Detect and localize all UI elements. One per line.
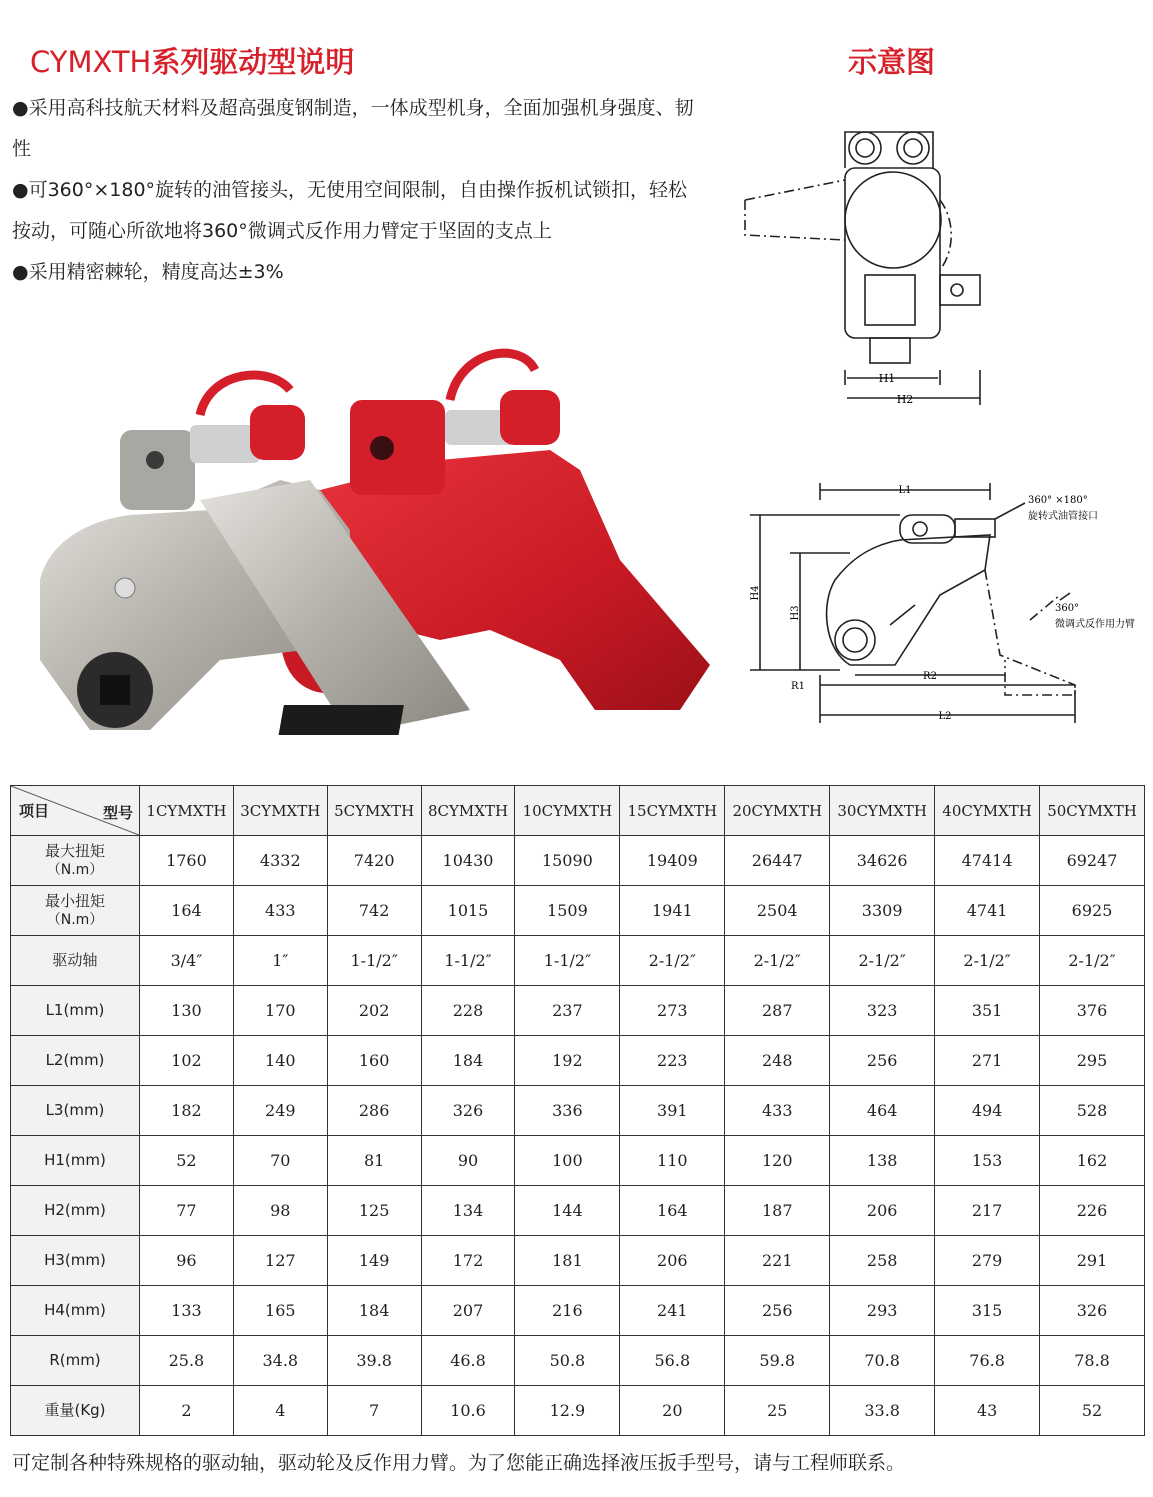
row-label: L3(mm) xyxy=(45,1101,105,1119)
table-cell: 217 xyxy=(935,1186,1040,1236)
feature-list xyxy=(12,88,702,293)
table-cell: 376 xyxy=(1040,986,1145,1036)
table-cell: 192 xyxy=(515,1036,620,1086)
table-cell: 464 xyxy=(830,1086,935,1136)
row-label-cell xyxy=(11,1386,140,1436)
row-label: 驱动轴 xyxy=(52,951,98,969)
page-title: CYMXTH系列驱动型说明 xyxy=(30,45,355,79)
table-header-row xyxy=(11,786,1145,836)
row-unit: （N.m） xyxy=(46,911,104,928)
table-cell: 1509 xyxy=(515,886,620,936)
table-cell: 125 xyxy=(327,1186,421,1236)
table-row xyxy=(11,1336,1145,1386)
h1-label: H1 xyxy=(878,372,896,385)
table-cell: 170 xyxy=(233,986,327,1036)
table-cell: 2-1/2″ xyxy=(1040,936,1145,986)
table-cell: 7 xyxy=(327,1386,421,1436)
table-cell: 391 xyxy=(620,1086,725,1136)
model-header: 50CYMXTH xyxy=(1040,786,1145,836)
table-cell: 248 xyxy=(725,1036,830,1086)
table-cell: 127 xyxy=(233,1236,327,1286)
table-cell: 4332 xyxy=(233,836,327,886)
table-cell: 1-1/2″ xyxy=(515,936,620,986)
table-cell: 1941 xyxy=(620,886,725,936)
table-cell: 256 xyxy=(830,1036,935,1086)
spec-table xyxy=(10,785,1145,1436)
table-cell: 181 xyxy=(515,1236,620,1286)
table-cell: 34.8 xyxy=(233,1336,327,1386)
table-cell: 528 xyxy=(1040,1086,1145,1136)
table-cell: 59.8 xyxy=(725,1336,830,1386)
table-cell: 2504 xyxy=(725,886,830,936)
table-cell: 138 xyxy=(830,1136,935,1186)
table-cell: 26447 xyxy=(725,836,830,886)
l2-label: L2 xyxy=(938,711,952,722)
row-label: H4(mm) xyxy=(44,1301,106,1319)
table-cell: 279 xyxy=(935,1236,1040,1286)
table-row xyxy=(11,1136,1145,1186)
product-image xyxy=(20,330,730,760)
arm-note-1: 360° xyxy=(1055,603,1080,614)
table-cell: 1″ xyxy=(233,936,327,986)
table-cell: 133 xyxy=(140,1286,234,1336)
table-cell: 323 xyxy=(830,986,935,1036)
table-cell: 293 xyxy=(830,1286,935,1336)
table-cell: 287 xyxy=(725,986,830,1036)
table-cell: 47414 xyxy=(935,836,1040,886)
row-label: R(mm) xyxy=(49,1351,101,1369)
row-label-cell xyxy=(11,1186,140,1236)
model-header: 8CYMXTH xyxy=(421,786,515,836)
table-cell: 162 xyxy=(1040,1136,1145,1186)
table-cell: 52 xyxy=(140,1136,234,1186)
table-cell: 6925 xyxy=(1040,886,1145,936)
table-cell: 295 xyxy=(1040,1036,1145,1086)
table-cell: 286 xyxy=(327,1086,421,1136)
row-label-cell xyxy=(11,886,140,936)
r2-label: R2 xyxy=(923,671,937,682)
table-cell: 110 xyxy=(620,1136,725,1186)
table-cell: 206 xyxy=(830,1186,935,1236)
table-cell: 102 xyxy=(140,1036,234,1086)
table-cell: 134 xyxy=(421,1186,515,1236)
row-label-cell xyxy=(11,1086,140,1136)
table-cell: 69247 xyxy=(1040,836,1145,886)
footer-note: 可定制各种特殊规格的驱动轴，驱动轮及反作用力臂。为了您能正确选择液压扳手型号，请与工程师联系。 xyxy=(12,1452,906,1474)
table-cell: 10.6 xyxy=(421,1386,515,1436)
joint-note-2: 旋转式油管接口 xyxy=(1028,511,1098,522)
table-cell: 98 xyxy=(233,1186,327,1236)
table-cell: 25.8 xyxy=(140,1336,234,1386)
diagram-title: 示意图 xyxy=(848,45,936,79)
schematic-top-view xyxy=(735,120,995,410)
feature-item-1: ●采用高科技航天材料及超高强度钢制造，一体成型机身，全面加强机身强度、韧性 xyxy=(12,97,694,160)
table-cell: 249 xyxy=(233,1086,327,1136)
row-label: H2(mm) xyxy=(44,1201,106,1219)
table-cell: 34626 xyxy=(830,836,935,886)
table-cell: 2-1/2″ xyxy=(935,936,1040,986)
table-cell: 164 xyxy=(140,886,234,936)
table-cell: 336 xyxy=(515,1086,620,1136)
r1-label: R1 xyxy=(791,681,805,692)
table-cell: 70 xyxy=(233,1136,327,1186)
row-label: 最小扭矩 xyxy=(44,891,105,910)
table-cell: 2-1/2″ xyxy=(830,936,935,986)
model-header: 10CYMXTH xyxy=(515,786,620,836)
table-cell: 1-1/2″ xyxy=(421,936,515,986)
table-cell: 81 xyxy=(327,1136,421,1186)
row-label: L2(mm) xyxy=(45,1051,105,1069)
model-header: 3CYMXTH xyxy=(233,786,327,836)
row-label-cell xyxy=(11,936,140,986)
table-row xyxy=(11,1186,1145,1236)
table-cell: 19409 xyxy=(620,836,725,886)
table-cell: 1-1/2″ xyxy=(327,936,421,986)
table-cell: 78.8 xyxy=(1040,1336,1145,1386)
table-cell: 4 xyxy=(233,1386,327,1436)
table-cell: 164 xyxy=(620,1186,725,1236)
table-cell: 184 xyxy=(421,1036,515,1086)
row-label: H1(mm) xyxy=(44,1151,106,1169)
table-cell: 351 xyxy=(935,986,1040,1036)
row-label: H3(mm) xyxy=(44,1251,106,1269)
table-cell: 742 xyxy=(327,886,421,936)
table-cell: 315 xyxy=(935,1286,1040,1336)
table-cell: 223 xyxy=(620,1036,725,1086)
table-row xyxy=(11,1086,1145,1136)
table-row xyxy=(11,1236,1145,1286)
table-cell: 228 xyxy=(421,986,515,1036)
table-cell: 3309 xyxy=(830,886,935,936)
table-cell: 165 xyxy=(233,1286,327,1336)
h4-label: H4 xyxy=(750,585,761,601)
row-label-cell xyxy=(11,1236,140,1286)
table-cell: 182 xyxy=(140,1086,234,1136)
table-row xyxy=(11,836,1145,886)
table-cell: 130 xyxy=(140,986,234,1036)
row-label-cell xyxy=(11,1286,140,1336)
model-header: 20CYMXTH xyxy=(725,786,830,836)
table-cell: 12.9 xyxy=(515,1386,620,1436)
table-cell: 3/4″ xyxy=(140,936,234,986)
table-cell: 90 xyxy=(421,1136,515,1186)
table-row xyxy=(11,936,1145,986)
table-corner-cell: 项目 型号 xyxy=(11,786,140,836)
row-label-cell xyxy=(11,986,140,1036)
table-cell: 56.8 xyxy=(620,1336,725,1386)
table-cell: 258 xyxy=(830,1236,935,1286)
table-row xyxy=(11,1286,1145,1336)
table-cell: 70.8 xyxy=(830,1336,935,1386)
joint-note-1: 360° ×180° xyxy=(1028,495,1088,506)
table-cell: 140 xyxy=(233,1036,327,1086)
arm-note-2: 微调式反作用力臂 xyxy=(1055,619,1135,630)
table-cell: 237 xyxy=(515,986,620,1036)
table-cell: 120 xyxy=(725,1136,830,1186)
table-cell: 226 xyxy=(1040,1186,1145,1236)
row-label: 重量(Kg) xyxy=(44,1401,106,1419)
row-label-cell xyxy=(11,1136,140,1186)
row-label-cell xyxy=(11,1036,140,1086)
table-cell: 291 xyxy=(1040,1236,1145,1286)
table-cell: 326 xyxy=(1040,1286,1145,1336)
table-cell: 39.8 xyxy=(327,1336,421,1386)
table-cell: 153 xyxy=(935,1136,1040,1186)
table-cell: 1760 xyxy=(140,836,234,886)
table-cell: 4741 xyxy=(935,886,1040,936)
h2-label: H2 xyxy=(896,393,914,406)
table-cell: 100 xyxy=(515,1136,620,1186)
table-cell: 20 xyxy=(620,1386,725,1436)
table-row xyxy=(11,1386,1145,1436)
table-row xyxy=(11,1036,1145,1086)
table-cell: 7420 xyxy=(327,836,421,886)
row-label-cell xyxy=(11,836,140,886)
model-header: 40CYMXTH xyxy=(935,786,1040,836)
model-header: 1CYMXTH xyxy=(140,786,234,836)
table-cell: 433 xyxy=(233,886,327,936)
model-header: 5CYMXTH xyxy=(327,786,421,836)
table-cell: 172 xyxy=(421,1236,515,1286)
table-cell: 494 xyxy=(935,1086,1040,1136)
table-cell: 2-1/2″ xyxy=(725,936,830,986)
table-cell: 206 xyxy=(620,1236,725,1286)
table-cell: 187 xyxy=(725,1186,830,1236)
table-cell: 50.8 xyxy=(515,1336,620,1386)
table-cell: 77 xyxy=(140,1186,234,1236)
table-cell: 76.8 xyxy=(935,1336,1040,1386)
table-row xyxy=(11,886,1145,936)
row-label: L1(mm) xyxy=(45,1001,105,1019)
table-cell: 160 xyxy=(327,1036,421,1086)
table-cell: 202 xyxy=(327,986,421,1036)
row-label-cell xyxy=(11,1336,140,1386)
table-cell: 216 xyxy=(515,1286,620,1336)
model-header: 15CYMXTH xyxy=(620,786,725,836)
table-cell: 241 xyxy=(620,1286,725,1336)
feature-item-3: ●采用精密棘轮，精度高达±3% xyxy=(12,261,284,283)
table-cell: 207 xyxy=(421,1286,515,1336)
table-cell: 149 xyxy=(327,1236,421,1286)
table-cell: 144 xyxy=(515,1186,620,1236)
table-cell: 52 xyxy=(1040,1386,1145,1436)
row-unit: （N.m） xyxy=(46,861,104,878)
row-label: 最大扭矩 xyxy=(44,841,105,860)
table-cell: 15090 xyxy=(515,836,620,886)
table-cell: 46.8 xyxy=(421,1336,515,1386)
table-cell: 433 xyxy=(725,1086,830,1136)
model-header: 30CYMXTH xyxy=(830,786,935,836)
table-cell: 2 xyxy=(140,1386,234,1436)
schematic-side-view xyxy=(740,475,1150,730)
table-cell: 326 xyxy=(421,1086,515,1136)
table-cell: 273 xyxy=(620,986,725,1036)
table-cell: 10430 xyxy=(421,836,515,886)
table-cell: 96 xyxy=(140,1236,234,1286)
table-cell: 2-1/2″ xyxy=(620,936,725,986)
table-cell: 184 xyxy=(327,1286,421,1336)
table-cell: 25 xyxy=(725,1386,830,1436)
table-cell: 43 xyxy=(935,1386,1040,1436)
table-cell: 221 xyxy=(725,1236,830,1286)
table-cell: 256 xyxy=(725,1286,830,1336)
feature-item-2: ●可360°×180°旋转的油管接头，无使用空间限制，自由操作扳机试锁扣，轻松按动，可随心所欲地将360°微调式反作用力臂定于坚固的支点上 xyxy=(12,179,688,242)
h3-label: H3 xyxy=(790,605,801,621)
table-cell: 33.8 xyxy=(830,1386,935,1436)
table-cell: 271 xyxy=(935,1036,1040,1086)
l1-label: L1 xyxy=(898,485,912,496)
table-row xyxy=(11,986,1145,1036)
table-cell: 1015 xyxy=(421,886,515,936)
